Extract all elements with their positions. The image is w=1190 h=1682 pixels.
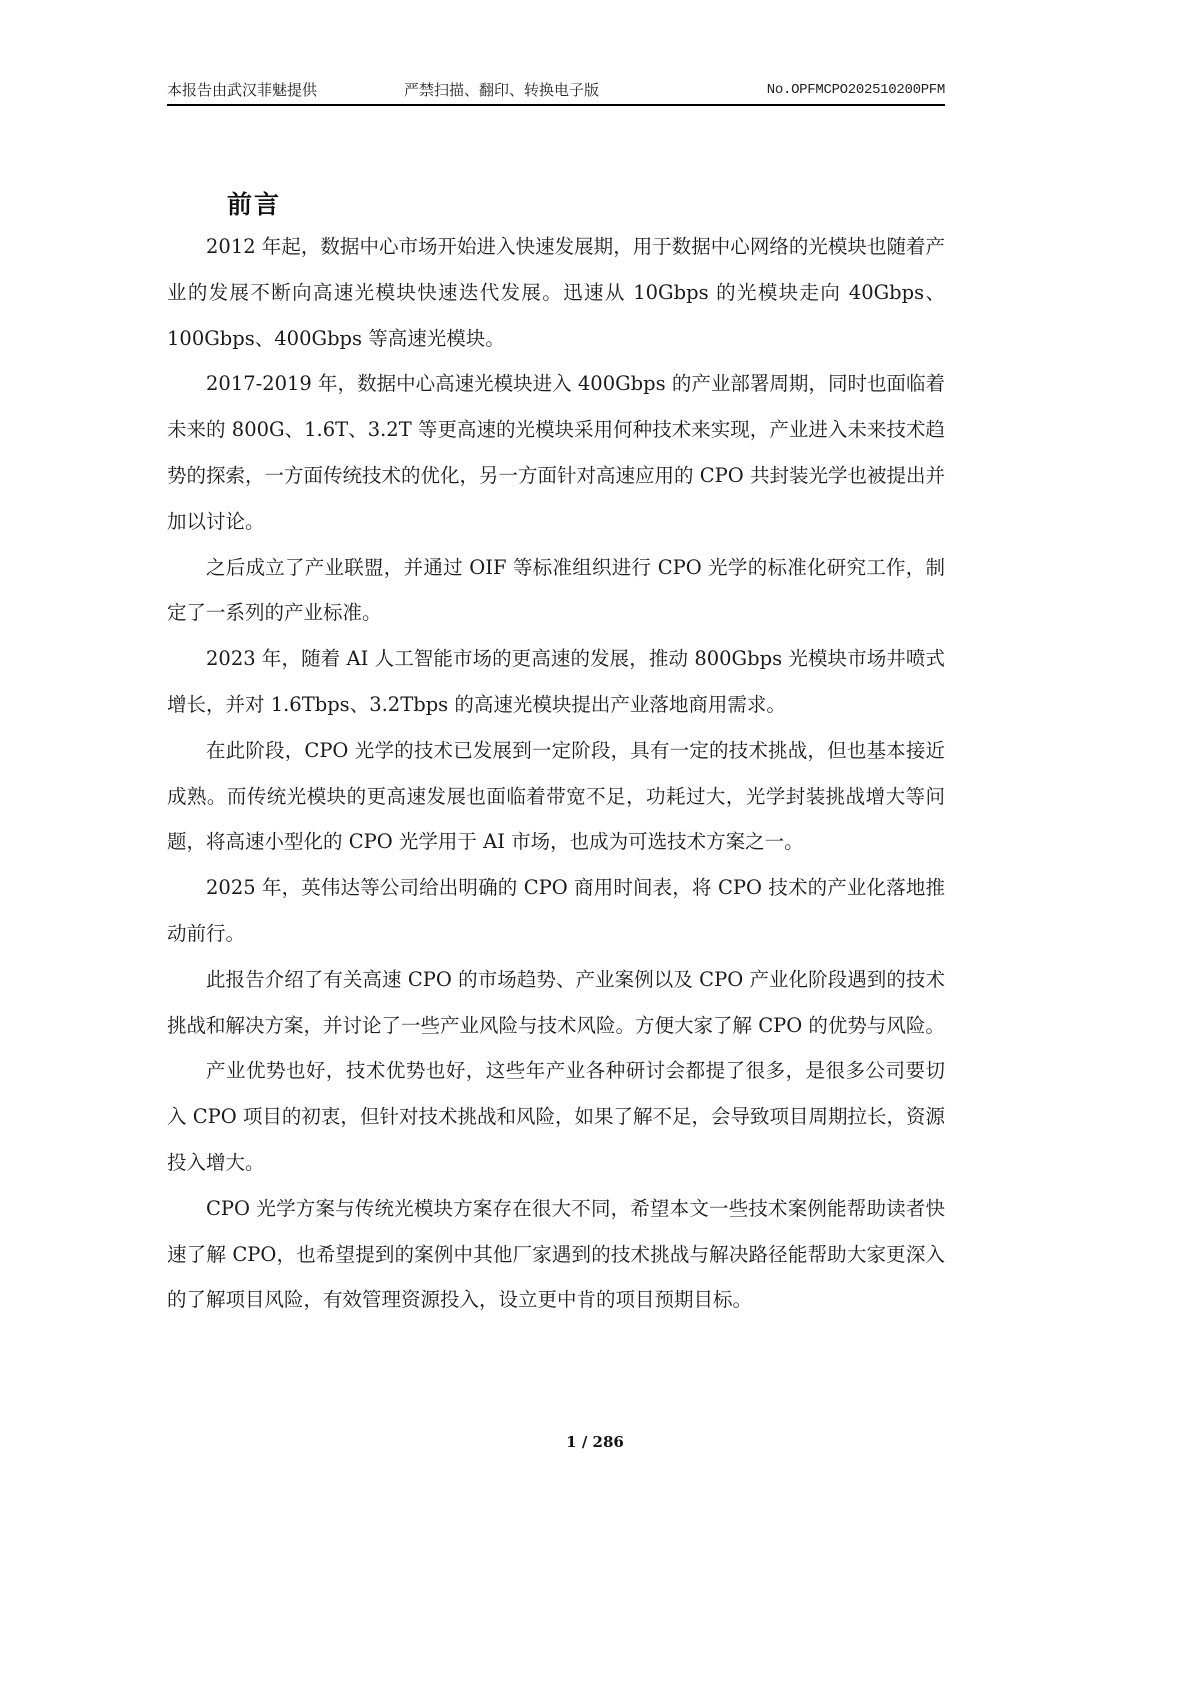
page-number: 1 / 286 xyxy=(566,1433,624,1451)
paragraph: 产业优势也好，技术优势也好，这些年产业各种研讨会都提了很多，是很多公司要切入 CPO 项目的初衷，但针对技术挑战和风险，如果了解不足，会导致项目周期拉长，资源投入增大。 xyxy=(167,1059,945,1174)
section-title: 前言 xyxy=(227,189,282,219)
paragraph: CPO 光学方案与传统光模块方案存在很大不同，希望本文一些技术案例能帮助读者快速了解 CPO，也希望提到的案例中其他厂家遇到的技术挑战与解决路径能帮助大家更深入的了解项目风险，有效管理资源投入，设立更中肯的项目预期目标。 xyxy=(167,1196,945,1312)
page-header xyxy=(167,80,945,105)
paragraph: 2023 年，随着 AI 人工智能市场的更高速的发展，推动 800Gbps 光模块市场井喷式增长，并对 1.6Tbps、3.2Tbps 的高速光模块提出产业落地商用需求。 xyxy=(167,647,945,716)
header-provider-text: 本报告由武汉菲魅提供 xyxy=(167,81,318,99)
paragraph: 此报告介绍了有关高速 CPO 的市场趋势、产业案例以及 CPO 产业化阶段遇到的技术挑战和解决方案，并讨论了一些产业风险与技术风险。方便大家了解 CPO 的优势与风险。 xyxy=(167,967,945,1037)
paragraph: 在此阶段，CPO 光学的技术已发展到一定阶段，具有一定的技术挑战，但也基本接近成熟。而传统光模块的更高速发展也面临着带宽不足，功耗过大，光学封装挑战增大等问题，将高速小型化的 CPO 光学用于 AI 市场，也成为可选技术方案之一。 xyxy=(167,738,945,854)
header-document-number: No.OPFMCPO202510200PFM xyxy=(766,82,945,98)
paragraph: 2012 年起，数据中心市场开始进入快速发展期，用于数据中心网络的光模块也随着产业的发展不断向高速光模块快速迭代发展。迅速从 10Gbps 的光模块走向 40Gbps、100Gbps、400Gbps 等高速光模块。 xyxy=(167,235,945,350)
paragraph: 之后成立了产业联盟，并通过 OIF 等标准组织进行 CPO 光学的标准化研究工作，制定了一系列的产业标准。 xyxy=(167,555,945,625)
document-body xyxy=(167,224,945,1323)
header-divider xyxy=(167,104,945,106)
header-copy-warning: 严禁扫描、翻印、转换电子版 xyxy=(404,81,600,99)
paragraph: 2017-2019 年，数据中心高速光模块进入 400Gbps 的产业部署周期，同时也面临着未来的 800G、1.6T、3.2T 等更高速的光模块采用何种技术来实现，产业进入未来技术趋势的探索，一方面传统技术的优化，另一方面针对高速应用的 CPO 共封装光学也被提出并加以讨论。 xyxy=(167,372,945,533)
paragraph: 2025 年，英伟达等公司给出明确的 CPO 商用时间表，将 CPO 技术的产业化落地推动前行。 xyxy=(167,876,945,945)
